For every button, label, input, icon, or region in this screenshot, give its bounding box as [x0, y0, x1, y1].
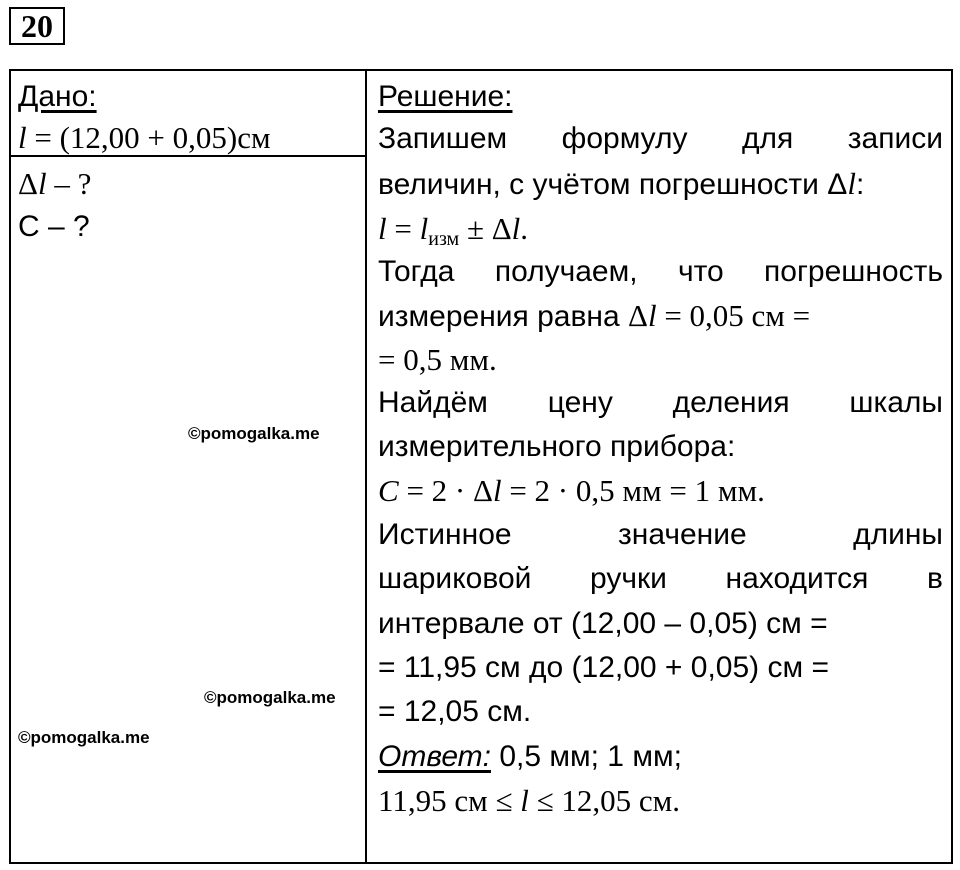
- answer-interval: 11,95 см ≤ l ≤ 12,05 см.: [378, 783, 681, 818]
- solution-line-2: величин, с учётом погрешности Δl:: [378, 166, 865, 201]
- watermark: ©pomogalka.me: [188, 424, 320, 443]
- find-error: Δl – ?: [18, 166, 92, 201]
- problem-number: 20: [9, 7, 65, 45]
- given-header: Дано:: [18, 80, 97, 113]
- given-length: l = (12,00 + 0,05)см: [18, 120, 271, 155]
- solution-line-4: Тогда получаем, что погрешность: [378, 255, 943, 288]
- solution-line-8: измерительного прибора:: [378, 430, 736, 463]
- solution-line-7: Найдём цену деления шкалы: [378, 386, 943, 419]
- watermark: ©pomogalka.me: [18, 728, 150, 747]
- solution-line-14: = 12,05 см.: [378, 695, 532, 728]
- formula-with-error: $l = l_{изм} \pm \Delta l$.: [378, 211, 529, 250]
- solution-line-1: Запишем формулу для записи: [378, 122, 943, 155]
- solution-line-10: Истинное значение длины: [378, 518, 943, 551]
- solution-line-12: интервале от (12,00 – 0,05) см =: [378, 607, 828, 640]
- watermark: ©pomogalka.me: [204, 688, 336, 707]
- answer-label: Ответ:: [378, 740, 491, 773]
- division-value-formula: C = 2 · Δl = 2 · 0,5 мм = 1 мм.: [378, 473, 765, 508]
- solution-line-11: шариковой ручки находится в: [378, 562, 943, 595]
- column-divider: [365, 69, 367, 864]
- solution-line-13: = 11,95 см до (12,00 + 0,05) см =: [378, 651, 829, 684]
- answer-line: Ответ: 0,5 мм; 1 мм;: [378, 740, 682, 773]
- solution-line-5: измерения равна Δl = 0,05 см =: [378, 298, 811, 333]
- solution-header: Решение:: [378, 80, 513, 113]
- solution-line-6: = 0,5 мм.: [378, 342, 497, 377]
- find-division-value: С – ?: [18, 210, 90, 243]
